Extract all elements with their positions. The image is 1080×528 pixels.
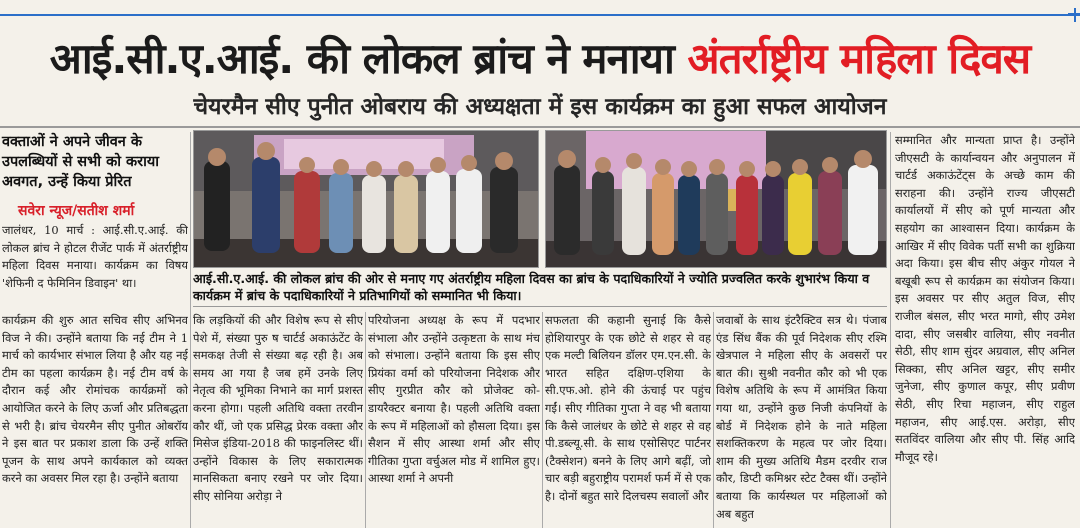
headline-part-2: अंतर्राष्ट्रीय महिला दिवस xyxy=(687,34,1031,83)
article-column-3: परियोजना अध्यक्ष के रूप में पदभार संभाला और उन्होंने उत्कृष्टता के साथ मंच को संभाला। उन्होंने बताया कि इस सीए प्रियंका वर्मा को परियोजना निदेशक और सीए गुरप्रीत कौर को प्रोजेक्ट को-डायरैक्टर बनाया है। पहली अतिथि वक्ता के रूप में महिलाओं को हौसला दिया। इस सैशन में सीए आस्था शर्मा और सीए गीतिका गुप्ता वर्चुअल मोड में शामिल हुए। आस्था शर्मा ने अपनी xyxy=(368,313,540,486)
article-column-2: कि लड़कियों की और विशेष रूप से सीए पेशे में, संख्या पुरु ष चार्टर्ड अकाऊंटेंट के समकक्ष तेजी से संख्या बढ़ रही है। अब समय आ गया है जब हमें उनके लिए नेतृत्व की भूमिका निभाने का मार्ग प्रशस्त करना होगा। पहली अतिथि वक्ता तरवीन कौर थीं, जो एक प्रसिद्ध प्रेरक वक्ता और मिसेज इंडिया-2018 की फाइनलिस्ट थीं। उन्होंने विकास के लिए सकारात्मक मानसिकता बनाए रखने पर जोर दिया। सीए सोनिया अरोड़ा ने xyxy=(193,313,363,503)
subheadline: चेयरमैन सीए पुनीत ओबराय की अध्यक्षता में इस कार्यक्रम का हुआ सफल आयोजन xyxy=(193,94,887,120)
corner-mark xyxy=(1074,8,1076,22)
column-divider xyxy=(542,312,543,528)
column-divider xyxy=(890,132,891,528)
header-rule xyxy=(0,126,1080,128)
event-photo-1 xyxy=(193,130,539,268)
intro-paragraph: जालंधर, 10 मार्च : आई.सी.ए.आई. की लोकल ब्रांच ने होटल रीजेंट पार्क में अंतर्राष्ट्रीय महिला दिवस मनाया। कार्यक्रम का विषय 'शेफिनी द फेमिनिन डिवाइन' था। xyxy=(2,223,188,290)
article-column-5: जवाबों के साथ इंटरैक्टिव सत्र थे। पंजाब एंड सिंध बैंक की पूर्व निदेशक सीए रश्मि खेत्रपाल ने महिला सीए के अवसरों पर बात की। सुश्री नवनीत कौर को भी एक विशेष अतिथि के रूप में आमंत्रित किया गया था, उन्होंने कुछ निजी कंपनियों के बोर्ड में निदेशक होने के नाते महिला सशक्तिकरण के महत्व पर जोर दिया। शाम की मुख्य अतिथि मैडम दरवीर राज कौर, डिप्टी कमिश्नर स्टेट टैक्स थीं। उन्होंने बताया कि कार्यस्थल पर महिलाओं को अब बहुत xyxy=(716,313,887,521)
byline: सवेरा न्यूज/सतीश शर्मा xyxy=(18,203,135,219)
sidebar-heading: वक्ताओं ने अपने जीवन के उपलब्धियों से सभी को कराया अवगत, उन्हें किया प्रेरित xyxy=(2,134,160,190)
event-photo-2 xyxy=(545,130,887,268)
event-photo-1-image xyxy=(194,131,539,268)
column-divider xyxy=(190,132,191,528)
column-divider xyxy=(365,312,366,528)
headline-part-1: आई.सी.ए.आई. की लोकल ब्रांच ने मनाया xyxy=(49,34,688,83)
article-column-1: कार्यक्रम की शुरु आत सचिव सीए अभिनव विज ने की। उन्होंने बताया कि नई टीम ने 1 मार्च को कार्यभार संभाल लिया है और यह नई टीम का पहला कार्यक्रम है। नई टीम वर्ष के दौरान कई और रोमांचक कार्यक्रमों को आयोजित करने के लिए ऊर्जा और प्रतिबद्धता से भरी है। ब्रांच चेयरमैन सीए पुनीत ओबरॉय ने इस बात पर प्रकाश डाला कि उन्हें शक्ति पूजन के साथ अपने कार्यकाल को व्यक्त करने का अवसर मिल रहा है। उन्होंने बताया xyxy=(2,313,188,486)
top-border-line xyxy=(0,14,1080,16)
event-photo-2-image xyxy=(546,131,887,268)
article-column-4: सफलता की कहानी सुनाई कि कैसे होशियारपुर के एक छोटे से शहर से वह एक मल्टी बिलियन डॉलर एम.एन.सी. के भारत सहित दक्षिण-एशिया के सी.एफ.ओ. होने की ऊंचाई पर पहुंच गईं। सीए गीतिका गुप्ता ने वह भी बताया कि कैसे जालंधर के छोटे से शहर से वह पी.डब्ल्यू.सी. के साथ एसोसिएट पार्टनर (टैक्सेशन) बनने के लिए आगे बढ़ीं, जो चार बड़ी बहुराष्ट्रीय परामर्श फर्म में से एक है। दोनों बहुत सारे दिलचस्प सवालों और xyxy=(545,313,711,503)
caption-rule xyxy=(193,306,887,307)
headline xyxy=(0,34,1080,84)
article-column-6: सम्मानित और मान्यता प्राप्त है। उन्होंने जीएसटी के कार्यान्वयन और अनुपालन में चार्टर्ड अकाऊंटेंट्स के अच्छे काम की सराहना की। उन्होंने राज्य जीएसटी कार्यालयों में सीए को पूर्ण मान्यता और सहयोग का आश्वासन दिया। कार्यक्रम के आखिर में सीए विवेक पर्ती सभी का शुक्रिया अदा किया। इस बीच सीए अंकुर गोयल ने बखूबी रूप से कार्यक्रम का संयोजन किया। इस अवसर पर सीए अतुल विज, सीए राजील बंसल, सीए भरत मागो, सीए उमेश दादा, सीए जसबीर वालिया, सीए नवनीत सेठी, सीए शाम सुंदर अग्रवाल, सीए अनिल सिक्का, सीए अनिल खट्टर, सीए समीर जुनेजा, सीए कुणाल कपूर, सीए प्रवीण सेठी, सीए रिचा महाजन, सीए राहुल महाजन, सीए आई.एस. अरोड़ा, सीए सतविंदर वालिया और सीए पी. सिंह आदि मौजूद रहे। xyxy=(895,133,1075,464)
column-divider xyxy=(713,312,714,528)
corner-mark-h xyxy=(1068,13,1080,15)
photo-caption: आई.सी.ए.आई. की लोकल ब्रांच की ओर से मनाए गए अंतर्राष्ट्रीय महिला दिवस का ब्रांच के पदाधिकारियों ने ज्योति प्रज्वलित करके शुभारंभ किया व कार्यक्रम में ब्रांच के पदाधिकारियों ने प्रतिभागियों को सम्मानित भी किया। xyxy=(193,271,870,303)
